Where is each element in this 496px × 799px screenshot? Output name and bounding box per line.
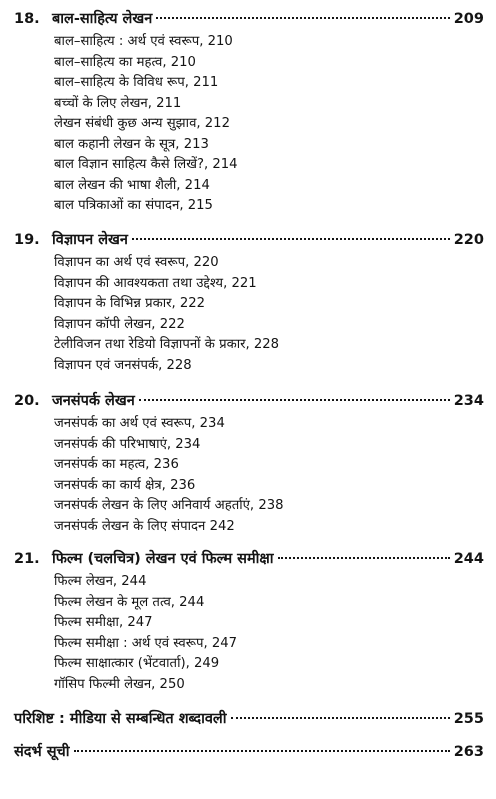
chapter-21 — [14, 548, 484, 695]
dot-leader — [231, 717, 450, 719]
list-item: टेलीविजन तथा रेडियो विज्ञापनों के प्रकार, 228 — [54, 337, 280, 352]
chapter-heading — [14, 8, 484, 32]
dot-leader — [156, 17, 449, 19]
chapter-title: विज्ञापन लेखन — [52, 232, 128, 248]
list-item: विज्ञापन का अर्थ एवं स्वरूप, 220 — [54, 255, 219, 270]
list-item: बाल–साहित्य के विविध रूप, 211 — [54, 75, 219, 90]
chapter-number: 21. — [14, 551, 40, 567]
list-item: लेखन संबंधी कुछ अन्य सुझाव, 212 — [54, 116, 230, 131]
chapter-number: 19. — [14, 232, 40, 248]
list-item: फिल्म लेखन के मूल तत्व, 244 — [54, 594, 205, 610]
list-item: बाल विज्ञान साहित्य कैसे लिखें?, 214 — [54, 157, 238, 172]
list-item: विज्ञापन एवं जनसंपर्क, 228 — [54, 357, 192, 373]
references-heading — [14, 741, 484, 761]
list-item: विज्ञापन की आवश्यकता तथा उद्देश्य, 221 — [54, 275, 257, 291]
appendix-page-number: 255 — [453, 711, 484, 727]
chapter-page-number: 209 — [453, 11, 484, 27]
dot-leader — [74, 750, 450, 752]
list-item: जनसंपर्क की परिभाषाएं, 234 — [54, 436, 201, 452]
list-item: बच्चों के लिए लेखन, 211 — [54, 95, 182, 111]
entry-list — [54, 253, 484, 376]
list-item: जनसंपर्क का महत्व, 236 — [54, 457, 179, 472]
list-item: जनसंपर्क का कार्य क्षेत्र, 236 — [54, 477, 196, 493]
chapter-heading — [14, 390, 484, 414]
list-item: बाल लेखन की भाषा शैली, 214 — [54, 177, 210, 193]
entry-list — [54, 32, 484, 217]
list-item: फिल्म लेखन, 244 — [54, 574, 147, 589]
chapter-page-number: 234 — [453, 393, 484, 409]
list-item: विज्ञापन कॉपी लेखन, 222 — [54, 316, 185, 332]
list-item: बाल कहानी लेखन के सूत्र, 213 — [54, 136, 209, 152]
chapter-title: बाल-साहित्य लेखन — [52, 11, 153, 27]
references-title: संदर्भ सूची — [14, 744, 70, 760]
chapter-page-number: 220 — [453, 232, 484, 248]
list-item: फिल्म समीक्षा : अर्थ एवं स्वरूप, 247 — [54, 635, 238, 651]
chapter-heading — [14, 548, 484, 572]
list-item: बाल–साहित्य : अर्थ एवं स्वरूप, 210 — [54, 34, 233, 49]
dot-leader — [132, 238, 450, 240]
list-item: विज्ञापन के विभिन्न प्रकार, 222 — [54, 296, 206, 311]
appendix-heading — [14, 708, 484, 728]
chapter-number: 20. — [14, 393, 40, 409]
list-item: जनसंपर्क का अर्थ एवं स्वरूप, 234 — [54, 416, 225, 431]
entry-list — [54, 414, 484, 537]
dot-leader — [139, 399, 450, 401]
list-item: बाल–साहित्य का महत्व, 210 — [54, 54, 196, 70]
list-item: फिल्म साक्षात्कार (भेंटवार्ता), 249 — [54, 656, 220, 671]
dot-leader — [278, 557, 450, 559]
chapter-20 — [14, 390, 484, 537]
list-item: गॉसिप फिल्मी लेखन, 250 — [54, 676, 185, 692]
chapter-page-number: 244 — [453, 551, 484, 567]
chapter-title: जनसंपर्क लेखन — [52, 393, 135, 409]
chapter-19 — [14, 229, 484, 376]
entry-list — [54, 572, 484, 695]
list-item: जनसंपर्क लेखन के लिए संपादन 242 — [54, 518, 235, 534]
chapter-18 — [14, 8, 484, 217]
list-item: जनसंपर्क लेखन के लिए अनिवार्य अहर्ताएं, 238 — [54, 498, 284, 513]
chapter-heading — [14, 229, 484, 253]
chapter-title: फिल्म (चलचित्र) लेखन एवं फिल्म समीक्षा — [52, 551, 274, 567]
references-page-number: 263 — [453, 744, 484, 760]
list-item: फिल्म समीक्षा, 247 — [54, 615, 153, 630]
chapter-number: 18. — [14, 11, 40, 27]
appendix-title: परिशिष्ट : मीडिया से सम्बन्धित शब्दावली — [14, 711, 227, 727]
list-item: बाल पत्रिकाओं का संपादन, 215 — [54, 198, 213, 213]
